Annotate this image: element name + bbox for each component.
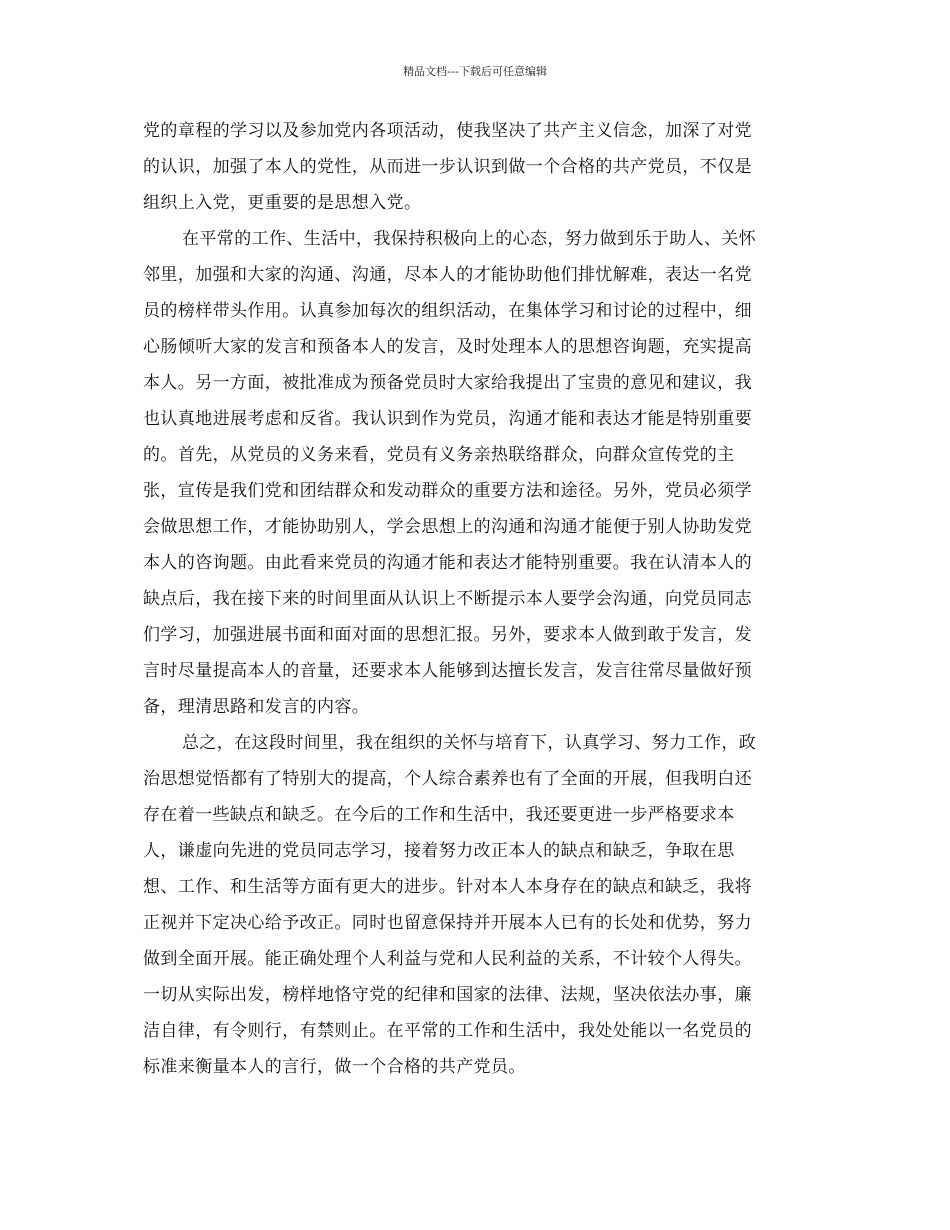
text-line: 存在着一些缺点和缺乏。在今后的工作和生活中，我还要更进一步严格要求本 bbox=[143, 805, 735, 825]
text-line: 的。首先，从党员的义务来看，党员有义务亲热联络群众，向群众宣传党的主 bbox=[143, 445, 735, 465]
text-line: 缺点后，我在接下来的时间里面从认识上不断提示本人要学会沟通，向党员同志 bbox=[143, 589, 752, 609]
text-line: 也认真地进展考虑和反省。我认识到作为党员，沟通才能和表达才能是特别重要 bbox=[143, 409, 752, 429]
text-line: 员的榜样带头作用。认真参加每次的组织活动，在集体学习和讨论的过程中，细 bbox=[143, 301, 752, 321]
text-line: 张，宣传是我们党和团结群众和发动群众的重要方法和途径。另外，党员必须学 bbox=[143, 481, 752, 501]
text-line: 本人。另一方面，被批准成为预备党员时大家给我提出了宝贵的意见和建议，我 bbox=[143, 373, 752, 393]
text-line: 党的章程的学习以及参加党内各项活动，使我坚决了共产主义信念，加深了对党 bbox=[143, 121, 752, 141]
paragraph bbox=[143, 221, 811, 725]
page-header: 精品文档---下载后可任意编辑 bbox=[403, 65, 547, 78]
text-line: 总之，在这段时间里，我在组织的关怀与培育下，认真学习、努力工作，政 bbox=[182, 733, 757, 753]
text-line: 邻里，加强和大家的沟通、沟通，尽本人的才能协助他们排忧解难，表达一名党 bbox=[143, 265, 752, 285]
text-line: 洁自律，有令则行，有禁则止。在平常的工作和生活中，我处处能以一名党员的 bbox=[143, 1021, 752, 1041]
text-line: 一切从实际出发，榜样地恪守党的纪律和国家的法律、法规，坚决依法办事，廉 bbox=[143, 985, 752, 1005]
text-line: 人，谦虚向先进的党员同志学习，接着努力改正本人的缺点和缺乏，争取在思 bbox=[143, 841, 735, 861]
paragraph bbox=[143, 725, 811, 1085]
text-line: 治思想觉悟都有了特别大的提高，个人综合素养也有了全面的开展，但我明白还 bbox=[143, 769, 752, 789]
text-line: 会做思想工作，才能协助别人，学会思想上的沟通和沟通才能便于别人协助发党 bbox=[143, 517, 752, 537]
text-line: 言时尽量提高本人的音量，还要求本人能够到达擅长发言，发言往常尽量做好预 bbox=[143, 661, 752, 681]
text-line: 心肠倾听大家的发言和预备本人的发言，及时处理本人的思想咨询题，充实提高 bbox=[143, 337, 752, 357]
paragraph bbox=[143, 113, 811, 221]
text-line: 们学习，加强进展书面和面对面的思想汇报。另外，要求本人做到敢于发言，发 bbox=[143, 625, 752, 645]
text-line: 在平常的工作、生活中，我保持积极向上的心态，努力做到乐于助人、关怀 bbox=[182, 229, 757, 249]
text-line: 正视并下定决心给予改正。同时也留意保持并开展本人已有的长处和优势，努力 bbox=[143, 913, 752, 933]
text-line: 备，理清思路和发言的内容。 bbox=[143, 697, 370, 717]
text-line: 组织上入党，更重要的是思想入党。 bbox=[143, 193, 422, 213]
document-body bbox=[143, 113, 811, 1085]
text-line: 想、工作、和生活等方面有更大的进步。针对本人本身存在的缺点和缺乏，我将 bbox=[143, 877, 752, 897]
text-line: 的认识，加强了本人的党性，从而进一步认识到做一个合格的共产党员，不仅是 bbox=[143, 157, 752, 177]
text-line: 本人的咨询题。由此看来党员的沟通才能和表达才能特别重要。我在认清本人的 bbox=[143, 553, 752, 573]
text-line: 做到全面开展。能正确处理个人利益与党和人民利益的关系，不计较个人得失。 bbox=[143, 949, 752, 969]
text-line: 标准来衡量本人的言行，做一个合格的共产党员。 bbox=[143, 1057, 526, 1077]
